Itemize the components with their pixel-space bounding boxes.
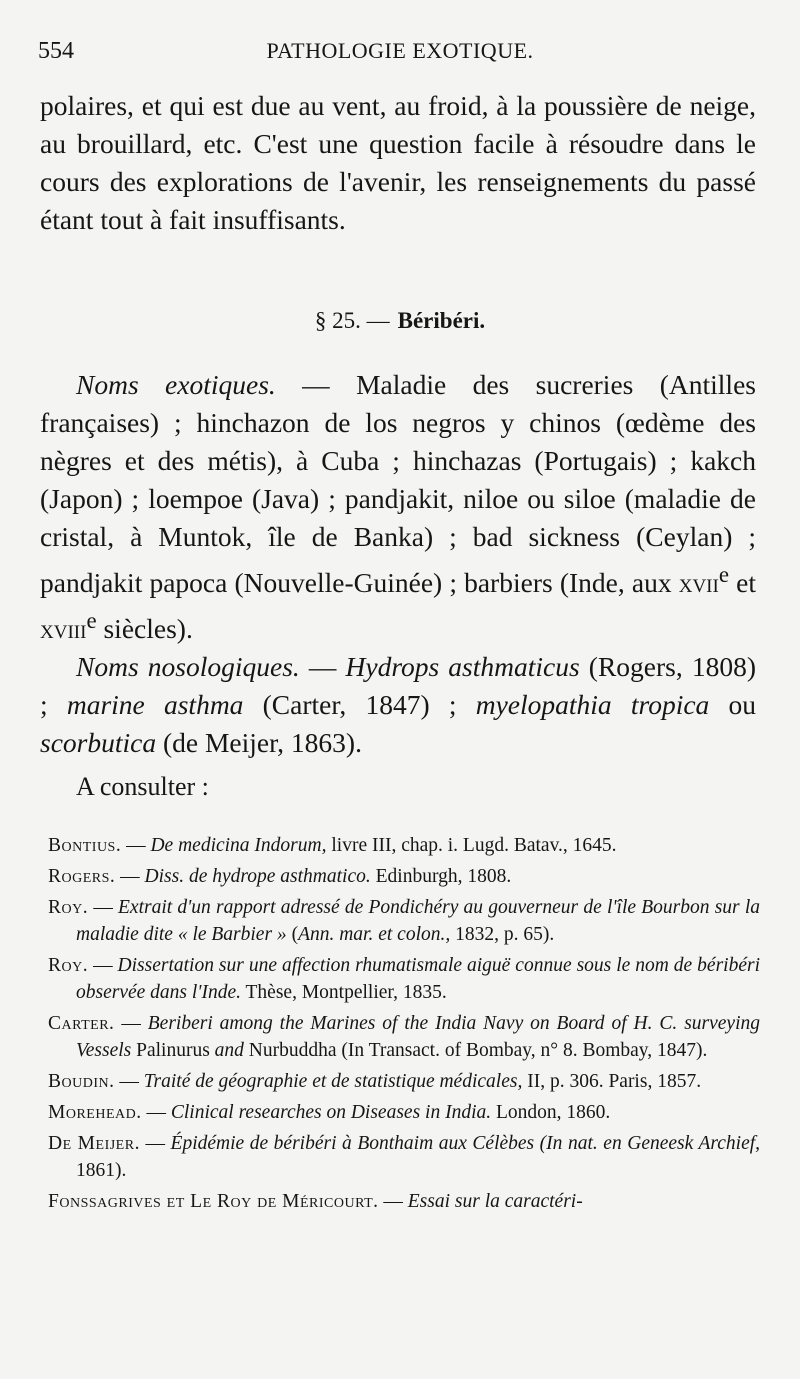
bibliography-entry: [48, 863, 760, 890]
page-header: [0, 38, 800, 78]
entry-text: Edinburgh, 1808.: [370, 866, 512, 887]
author-name: Bontius.: [48, 835, 122, 856]
entry-text: —: [378, 1191, 408, 1212]
nosologic-text: (de Meijer, 1863).: [156, 727, 362, 759]
entry-text: —: [115, 866, 145, 887]
entry-title: Épidémie de béribéri à Bonthaim aux Célèbes (In nat. en Geneesk Archief,: [170, 1133, 761, 1154]
century-17: xvii: [678, 567, 719, 599]
author-name: De Meijer.: [48, 1133, 140, 1154]
bibliography-entry: [48, 1130, 760, 1184]
author-name: Fonssagrives et Le Roy de Méricourt.: [48, 1191, 379, 1212]
author-name: Morehead.: [48, 1102, 142, 1123]
bibliography-entry: [48, 894, 760, 948]
entry-text: —: [88, 897, 119, 918]
bibliography-entry: [48, 1188, 760, 1215]
noms-exotiques-mid: et: [729, 567, 756, 599]
entry-text: —: [139, 1133, 171, 1154]
noms-exotiques-end: siècles).: [96, 613, 193, 645]
entry-title: Dissertation sur une affection rhumatismale aiguë connue sous le nom de béribéri observée dans l'Inde.: [76, 955, 761, 1003]
entry-title: Traité de géographie et de statistique médicales,: [143, 1071, 523, 1092]
section-title: Béribéri.: [397, 308, 486, 333]
century-18: xviii: [40, 613, 87, 645]
entry-text: —: [114, 1013, 148, 1034]
author-name: Boudin.: [48, 1071, 115, 1092]
nosologic-term: scorbutica: [40, 727, 157, 759]
entry-text: livre III, chap. i. Lugd. Batav., 1645.: [326, 835, 617, 856]
entry-text: Palinurus: [131, 1040, 215, 1061]
nosologic-text: (Carter, 1847) ;: [243, 689, 476, 721]
noms-nosologiques-label: Noms nosologiques.: [76, 651, 300, 683]
noms-exotiques-text: — Maladie des sucreries (Antilles françaises) ; hinchazon de los negros y chinos (œdème des nègres et des métis), à Cuba ; hinchazas (Portugais) ; kakch (Japon) ; loempoe (Java) ; pandjakit, niloe ou siloe (maladie de cristal, à Muntok, île de Banka) ; bad sickness (Ceylan) ; pandjakit papoca (Nouvelle-Guinée) ; barbiers (Inde, aux: [40, 369, 756, 599]
author-name: Rogers.: [48, 866, 116, 887]
bibliography-list: [48, 832, 760, 1219]
entry-text: Nurbuddha (In Transact. of Bombay, n° 8. Bombay, 1847).: [243, 1040, 708, 1061]
bibliography-entry: [48, 1099, 760, 1126]
nosologic-text: (Rogers, 1808) ;: [40, 651, 757, 721]
section-heading: [0, 308, 800, 334]
bibliography-entry: [48, 952, 760, 1006]
century-18-sup: e: [86, 608, 97, 634]
author-name: Carter.: [48, 1013, 115, 1034]
bibliography-entry: [48, 832, 760, 859]
nosologic-term: myelopathia tropica: [475, 689, 710, 721]
entry-text: London, 1860.: [491, 1102, 611, 1123]
entry-text: II, p. 306. Paris, 1857.: [522, 1071, 702, 1092]
body-text: [40, 87, 756, 239]
entry-text: (: [286, 924, 299, 945]
bibliography-entry: [48, 1010, 760, 1064]
paragraph-continuation: polaires, et qui est due au vent, au froid, à la poussière de neige, au brouillard, etc. C'est une question facile à résoudre dans le cours des explorations de l'avenir, les renseignements du passé étant tout à fait insuffisants.: [40, 90, 756, 235]
author-name: Roy.: [48, 897, 89, 918]
noms-block: [40, 366, 756, 762]
entry-title: Diss. de hydrope asthmatico.: [144, 866, 371, 887]
bibliography-entry: [48, 1068, 760, 1095]
noms-exotiques-paragraph: [40, 366, 756, 648]
consulter-heading: A consulter :: [76, 772, 209, 801]
entry-text: 1861).: [76, 1160, 127, 1181]
century-17-sup: e: [718, 562, 729, 587]
nosologic-term: Hydrops asthmaticus: [345, 651, 580, 683]
entry-title: Ann. mar. et colon.,: [298, 924, 451, 945]
entry-title: Beriberi among the Marines of the India Navy on Board of H. C. surveying Vessels: [76, 1013, 761, 1061]
entry-text: Thèse, Montpellier, 1835.: [241, 982, 447, 1003]
entry-text: —: [88, 955, 118, 976]
noms-exotiques-label: Noms exotiques.: [76, 369, 276, 400]
page-number: 554: [38, 38, 74, 64]
entry-title: and: [214, 1040, 244, 1061]
noms-nosologiques-dash: —: [299, 651, 346, 683]
nosologic-text: ou: [709, 689, 757, 721]
entry-text: —: [121, 835, 151, 856]
noms-nosologiques-paragraph: [40, 648, 756, 762]
nosologic-term: marine asthma: [66, 689, 244, 721]
entry-title: Extrait d'un rapport adressé de Pondichéry au gouverneur de l'île Bourbon sur la maladie dite « le Barbier »: [76, 897, 760, 945]
entry-title: De medicina Indorum,: [150, 835, 327, 856]
running-title: PATHOLOGIE EXOTIQUE.: [266, 38, 534, 63]
entry-title: Essai sur la caractéri-: [407, 1191, 583, 1212]
entry-title: Clinical researches on Diseases in India.: [170, 1102, 492, 1123]
section-number: § 25. —: [314, 308, 390, 333]
entry-text: —: [141, 1102, 171, 1123]
entry-text: 1832, p. 65).: [450, 924, 555, 945]
author-name: Roy.: [48, 955, 89, 976]
entry-text: —: [114, 1071, 144, 1092]
